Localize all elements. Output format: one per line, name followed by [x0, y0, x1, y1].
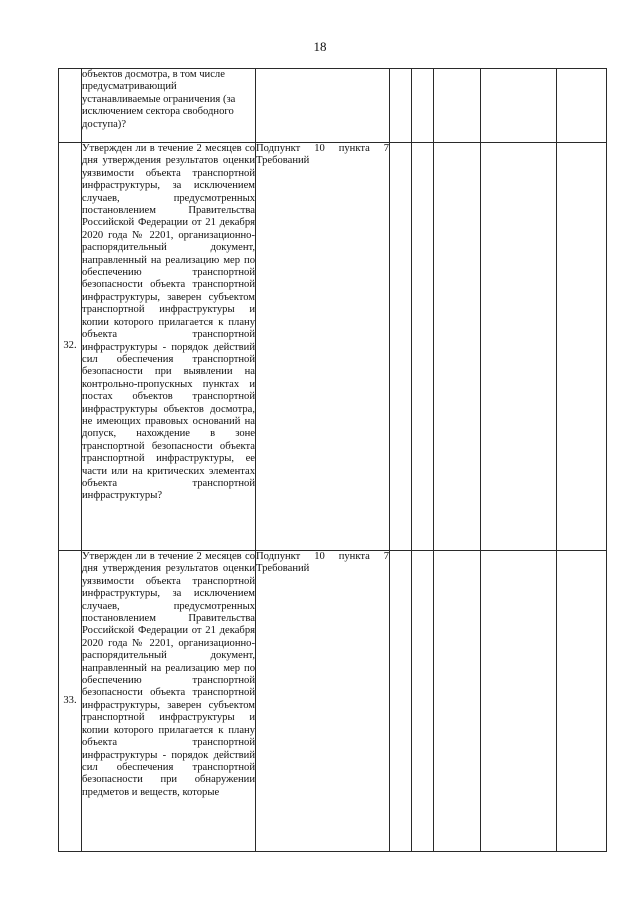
- answer-yes-cell: [390, 551, 412, 852]
- reference-text: Подпункт 10 пункта 7 Требований: [256, 143, 390, 551]
- answer-yes-cell: [390, 143, 412, 551]
- question-text: Утвержден ли в течение 2 месяцев со дня утверждения результатов оценки уязвимости объекта транспортной инфраструктуры, за исключением случаев, предусмотренных постановлением Правительства Российской Федерации от 21 декабря 2020 года № 2201, организационно-распорядительный документ, направленный на реализацию мер по обеспечению транспортной безопасности объекта транспортной инфраструктуры, заверен субъектом транспортной инфраструктуры и копии которого прилагается к плану объекта транспортной инфраструктуры - порядок действий сил обеспечения транспортной безопасности при выявлении на контрольно-пропускных пунктах и постах объектов транспортной инфраструктуры объектов досмотра, не имеющих правовых оснований на допуск, нахождение в зоне транспортной безопасности объекта транспортной инфраструктуры, ее части или на критических элементах объекта транспортной инфраструктуры?: [82, 143, 256, 551]
- answer-no-cell: [412, 551, 434, 852]
- comment-cell: [481, 551, 557, 852]
- answer-na-cell: [434, 143, 481, 551]
- comment-cell: [481, 143, 557, 551]
- row-number: 32.: [59, 143, 82, 551]
- note-cell: [557, 551, 607, 852]
- note-cell: [557, 143, 607, 551]
- comment-cell: [481, 69, 557, 143]
- answer-yes-cell: [390, 69, 412, 143]
- row-number: [59, 69, 82, 143]
- row-number: 33.: [59, 551, 82, 852]
- answer-na-cell: [434, 69, 481, 143]
- note-cell: [557, 69, 607, 143]
- answer-no-cell: [412, 69, 434, 143]
- table-row: [59, 69, 607, 143]
- reference-text: [256, 69, 390, 143]
- answer-no-cell: [412, 143, 434, 551]
- checklist-table: [58, 68, 607, 852]
- table-row: [59, 551, 607, 852]
- page-number: 18: [313, 39, 327, 54]
- reference-text: Подпункт 10 пункта 7 Требований: [256, 551, 390, 852]
- question-text: объектов досмотра, в том числе предусматривающий устанавливаемые ограничения (за исключением сектора свободного доступа)?: [82, 69, 256, 143]
- question-text: Утвержден ли в течение 2 месяцев со дня утверждения результатов оценки уязвимости объекта транспортной инфраструктуры, за исключением случаев, предусмотренных постановлением Правительства Российской Федерации от 21 декабря 2020 года № 2201, организационно-распорядительный документ, направленный на реализацию мер по обеспечению транспортной безопасности объекта транспортной инфраструктуры, заверен субъектом транспортной инфраструктуры и копии которого прилагается к плану объекта транспортной инфраструктуры - порядок действий сил обеспечения транспортной безопасности при обнаружении предметов и веществ, которые: [82, 551, 256, 852]
- answer-na-cell: [434, 551, 481, 852]
- table-row: [59, 143, 607, 551]
